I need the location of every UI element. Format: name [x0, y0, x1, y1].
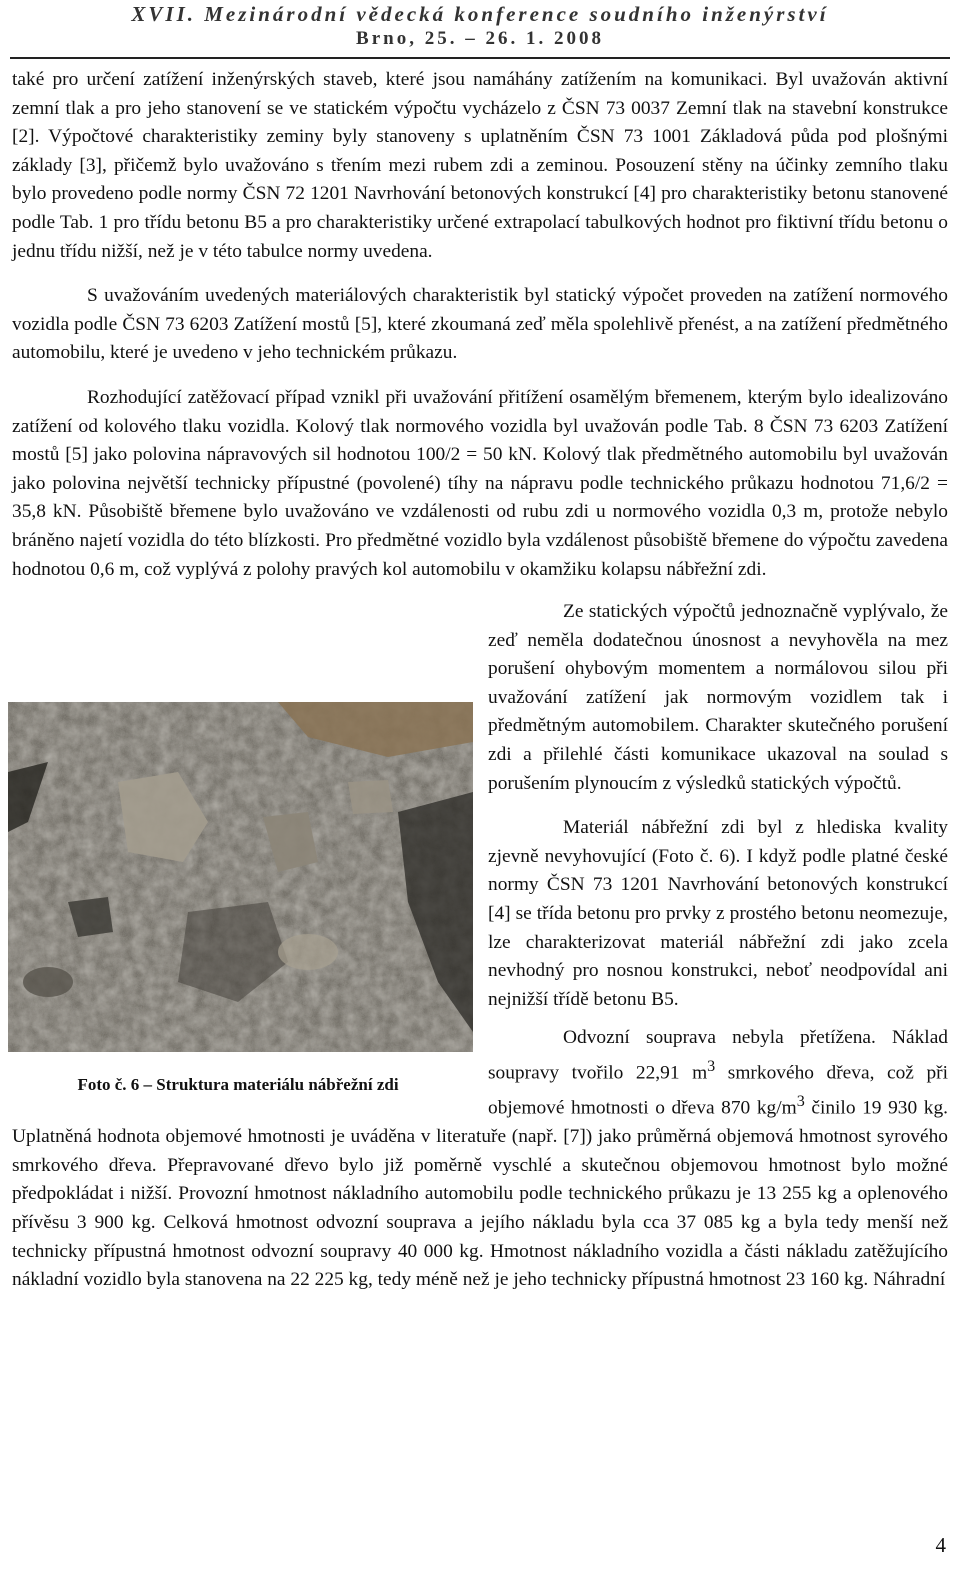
paragraph-6-part-3: činilo 19 930 kg. Uplatněná hodnota objemové hmotnosti je uváděna v literatuře (např. [7]) jako průměrná objemová hmotnost syrového smrkového dřeva. Přepravované dřevo bylo již poměrně vyschlé a skutečnou objemovou hmotnost bylo možné předpokládat i nižší. Provozní hmotnost nákladního automobilu podle technického průkazu je 13 255 kg a oplenového přívěsu 3 900 kg. Celková hmotnost odvozní souprava a jejího nákladu byla cca 37 085 kg a byla tedy menší než technicky přípustná hmotnost odvozní soupravy 40 000 kg. Hmotnost nákladního vozidla a části nákladu zatěžujícího nákladní vozidlo byla stanovena na 22 225 kg, tedy méně než je jeho technicky přípustná hmotnost 23 160 kg. Náhradní [12, 1097, 948, 1291]
superscript-cubic-1: 3 [707, 1058, 716, 1075]
paragraph-6-part-1: Odvozní souprava nebyla přetížena. Náklad soupravy tvořilo 22,91 m [488, 1027, 948, 1084]
paragraph-3: Rozhodující zatěžovací případ vznikl při uvažování přitížení osamělým břemenem, kterým bylo idealizováno zatížení od kolového tlaku vozidla. Kolový tlak normového vozidla byl uvažován podle Tab. 8 ČSN 73 6203 Zatížení mostů [5] jako polovina nápravových sil hodnotou 100/2 = 50 kN. Kolový tlak předmětného automobilu byl uvažován jako polovina největší technicky přípustné (povolené) tíhy na nápravu podle technického průkazu hodnotou 71,6/2 = 35,8 kN. Působiště břemene bylo uvažováno ve vzdálenosti od rubu zdi u normového vozidla 0,3 m, protože nebylo bráněno najetí vozidla do této blízkosti. Pro předmětné vozidlo byla vzdálenost působiště břemene do výpočtu zavedena hodnotou 0,6 m, což vyplývá z polohy pravých kol automobilu v okamžiku kolapsu nábřežní zdi. [12, 386, 948, 580]
conference-title: XVII. Mezinárodní vědecká konference soudního inženýrství [131, 2, 829, 26]
paragraph-2: S uvažováním uvedených materiálových charakteristik byl statický výpočet proveden na zatížení normového vozidla podle ČSN 73 6203 Zatížení mostů [5], které zkoumaná zeď měla spolehlivě přenést, a na zatížení předmětného automobilu, které je uvedeno v jeho technickém průkazu. [12, 285, 948, 364]
superscript-cubic-2: 3 [796, 1093, 805, 1111]
page-number: 4 [935, 1533, 946, 1557]
paragraph-4: Ze statických výpočtů jednoznačně vyplývalo, že zeď neměla dodatečnou únosnost a nevyhověla na mez porušení ohybovým momentem a normálovou silou při uvažování zatížení jak normovým vozidlem tak i předmětným automobilem. Charakter skutečného porušení zdi a přilehlé části komunikace ukazoval na soulad s porušením plynoucím z výsledků statických výpočtů. [488, 601, 948, 794]
lower-section [12, 598, 948, 1295]
paragraph-1: také pro určení zatížení inženýrských staveb, které jsou namáhány zatížením na komunikaci. Byl uvažován aktivní zemní tlak a pro jeho stanovení se ve statickém výpočtu vycházelo z ČSN 73 0037 Zemní tlak na stavební konstrukce [2]. Výpočtové charakteristiky zeminy byly stanoveny s uplatněním ČSN 73 1001 Základová půda pod plošnými základy [3], přičemž bylo uvažováno s třením mezi rubem zdi a zeminou. Posouzení stěny na účinky zemního tlaku bylo provedeno podle normy ČSN 72 1201 Navrhování betonových konstrukcí [4] pro charakteristiky betonu stanovené podle Tab. 1 pro třídu betonu B5 a pro charakteristiky určené extrapolací tabulkových hodnot pro fiktivní třídu betonu o jednu třídu nižší, než je v této tabulce normy uvedena. [12, 69, 948, 262]
page-body [12, 66, 948, 1295]
header-rule [10, 57, 950, 59]
conference-dates: Brno, 25. – 26. 1. 2008 [356, 28, 604, 49]
paragraph-5: Materiál nábřežní zdi byl z hlediska kvality zjevně nevyhovující (Foto č. 6). I když podle platné české normy ČSN 73 1201 Navrhování betonových konstrukcí [4] se třída betonu pro prvky z prostého betonu neomezuje, lze charakterizovat materiál nábřežní zdi jako zcela nevhodný pro nosnou konstrukci, neboť neodpovídal ani nejnižší třídě betonu B5. [488, 817, 948, 1010]
concrete-structure-photo [8, 702, 473, 1052]
figure-caption: Foto č. 6 – Struktura materiálu nábřežní zdi [77, 1075, 399, 1095]
figure-6 [0, 688, 478, 1096]
paragraph-6-part-2: smrkového dřeva, což při objemové hmotnosti o dřeva 870 kg/m [488, 1062, 948, 1119]
page-header [0, 0, 960, 51]
